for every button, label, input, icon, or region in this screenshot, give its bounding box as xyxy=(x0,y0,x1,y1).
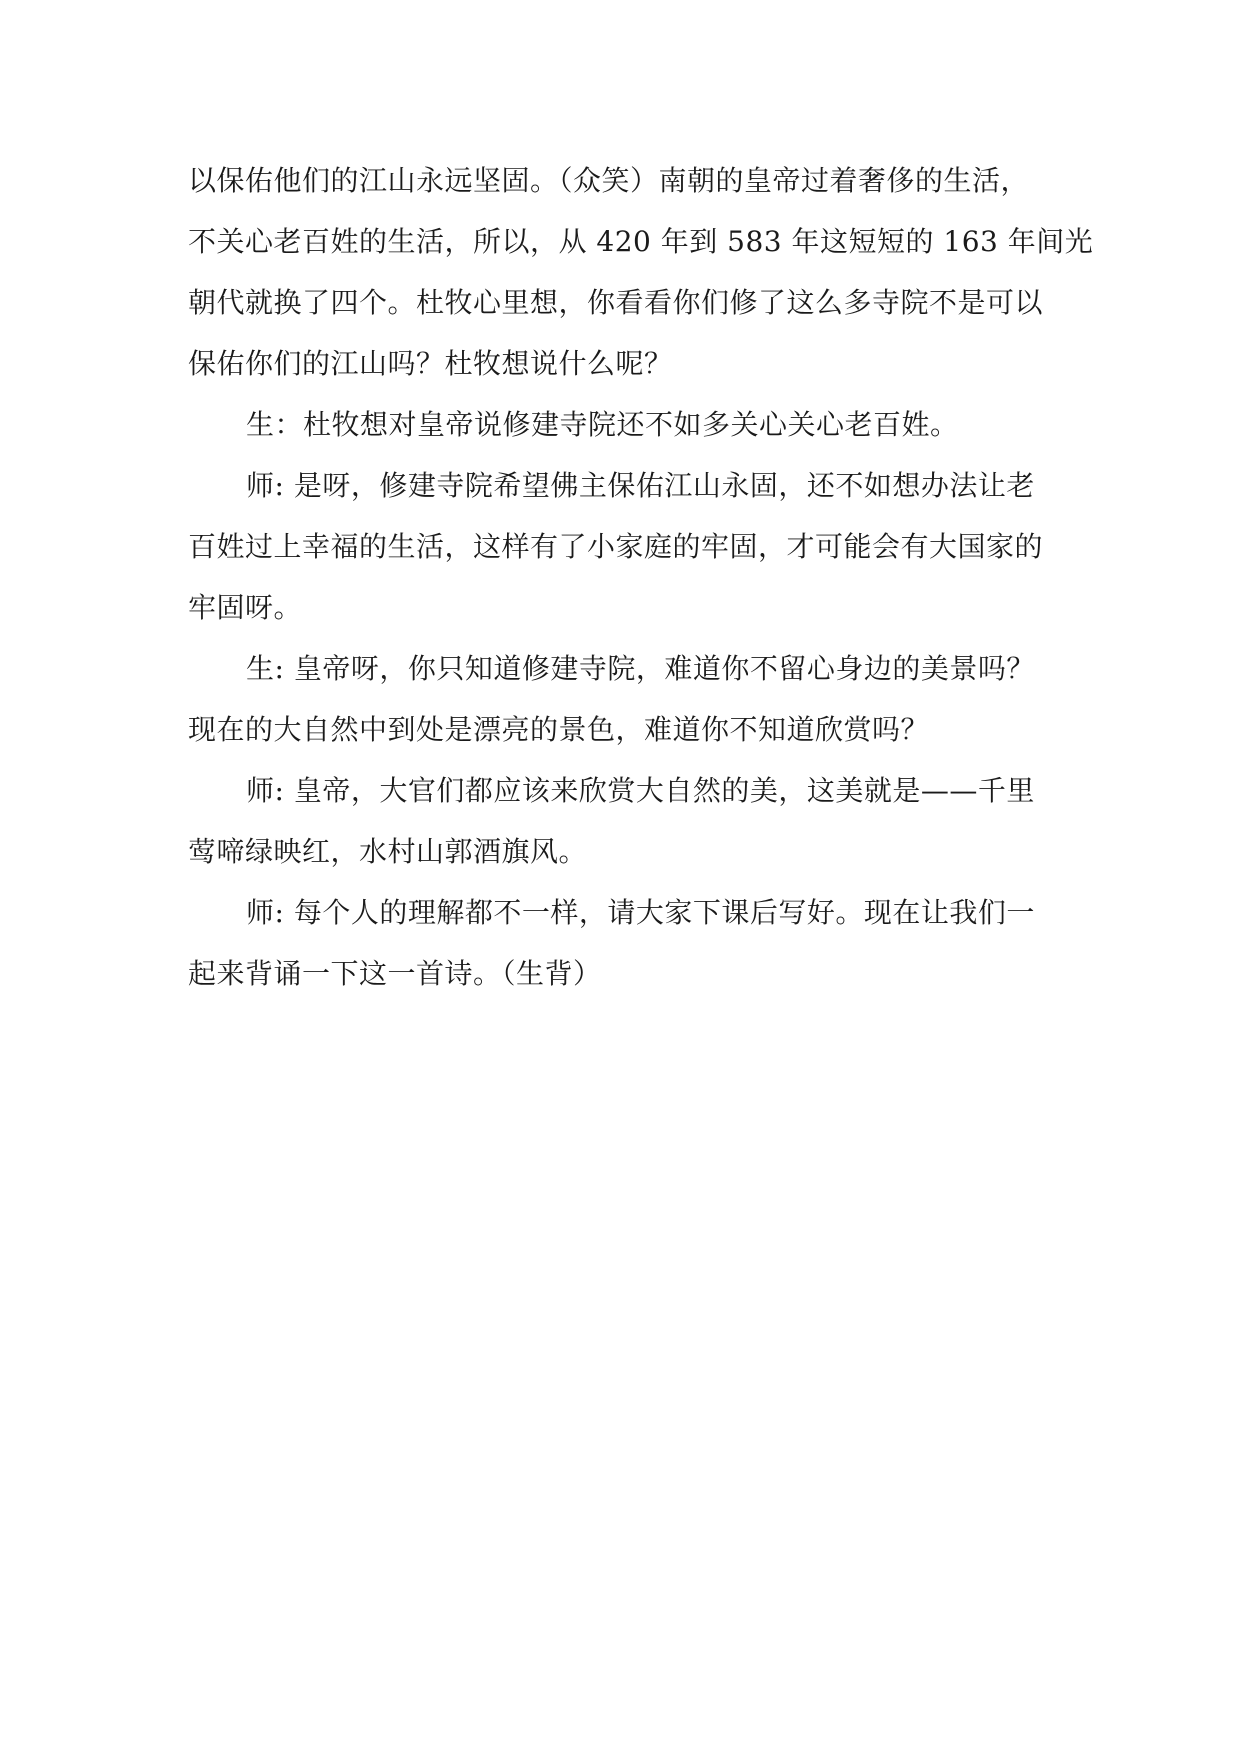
body-text xyxy=(188,150,1094,1004)
text-line: 牢固呀。 xyxy=(188,591,303,624)
text-line: 莺啼绿映红，水村山郭酒旗风。 xyxy=(188,835,588,868)
text-line: 百姓过上幸福的生活，这样有了小家庭的牢固，才可能会有大国家的 xyxy=(188,530,1044,563)
text-line: 朝代就换了四个。杜牧心里想，你看看你们修了这么多寺院不是可以 xyxy=(188,286,1044,319)
text-line: 起来背诵一下这一首诗。（生背） xyxy=(188,957,602,990)
paragraph-teacher-remark-3: 师: 每个人的理解都不一样，请大家下课后写好。现在让我们一 xyxy=(246,896,1035,929)
paragraph-teacher-remark-1: 师: 是呀，修建寺院希望佛主保佑江山永固，还不如想办法让老 xyxy=(246,469,1035,502)
paragraph-student-answer-1: 生：杜牧想对皇帝说修建寺院还不如多关心关心老百姓。 xyxy=(246,408,959,441)
text-line: 不关心老百姓的生活，所以，从 420 年到 583 年这短短的 163 年间光 xyxy=(188,225,1094,258)
paragraph-teacher-remark-2: 师: 皇帝，大官们都应该来欣赏大自然的美，这美就是——千里 xyxy=(246,774,1035,807)
text-line: 保佑你们的江山吗？杜牧想说什么呢？ xyxy=(188,347,673,380)
text-line: 以保佑他们的江山永远坚固。（众笑）南朝的皇帝过着奢侈的生活， xyxy=(188,164,1030,197)
text-line: 现在的大自然中到处是漂亮的景色，难道你不知道欣赏吗？ xyxy=(188,713,930,746)
paragraph-student-answer-2: 生: 皇帝呀，你只知道修建寺院，难道你不留心身边的美景吗？ xyxy=(246,652,1035,685)
